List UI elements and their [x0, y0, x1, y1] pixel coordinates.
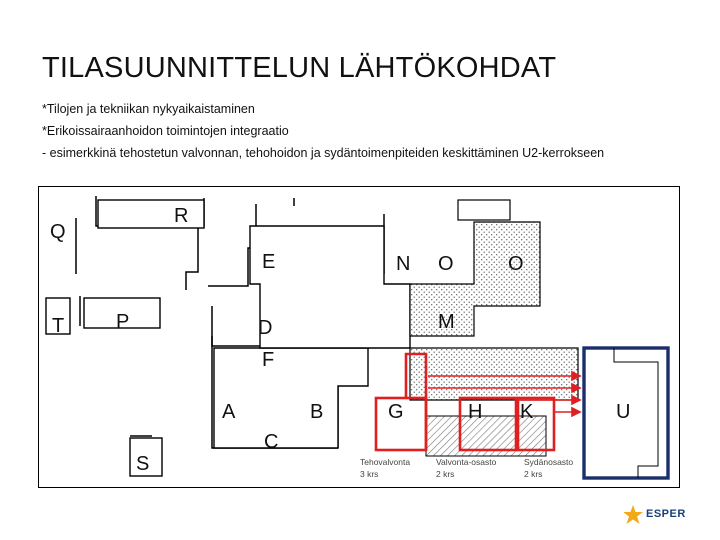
- legend-name: Sydänosasto: [524, 457, 574, 467]
- building-label-s: S: [136, 453, 150, 475]
- building-label-m: M: [438, 311, 455, 333]
- building-label-b: B: [310, 401, 324, 423]
- building-label-q: Q: [50, 221, 66, 243]
- bullet-item: *Tilojen ja tekniikan nykyaikaistaminen: [42, 102, 255, 116]
- slide-title: TILASUUNNITTELUN LÄHTÖKOHDAT: [42, 52, 557, 84]
- logo-text: ESPER: [646, 508, 686, 520]
- building-label-f: F: [262, 349, 275, 371]
- bullet-item: *Erikoissairaanhoidon toimintojen integraatio: [42, 124, 289, 138]
- legend-floors: 3 krs: [360, 469, 379, 479]
- building-label-a: A: [222, 401, 236, 423]
- building-label-u: U: [616, 401, 631, 423]
- legend-name: Valvonta-osasto: [436, 457, 497, 467]
- building-label-r: R: [174, 205, 189, 227]
- building-label-k: K: [520, 401, 534, 423]
- hatched-band: [410, 348, 578, 400]
- building-label-h: H: [468, 401, 483, 423]
- bullet-item: - esimerkkinä tehostetun valvonnan, tehohoidon ja sydäntoimenpiteiden keskittäminen U2-kerrokseen: [42, 146, 605, 160]
- building-label-p: P: [116, 311, 130, 333]
- floor-plan: [38, 186, 680, 488]
- building-label-d: D: [258, 317, 273, 339]
- building-label-t: T: [52, 315, 65, 337]
- legend-floors: 2 krs: [524, 469, 543, 479]
- building-label-g: G: [388, 401, 404, 423]
- building-label-o: O: [438, 253, 454, 275]
- star-icon: [624, 505, 643, 524]
- building-label-n: N: [396, 253, 411, 275]
- building-top: [458, 200, 510, 220]
- building-label-o2: O: [508, 253, 524, 275]
- building-label-c: C: [264, 431, 279, 453]
- legend-name: Tehovalvonta: [360, 457, 411, 467]
- bullet-list: [42, 98, 672, 161]
- building-label-e: E: [262, 251, 276, 273]
- legend-floors: 2 krs: [436, 469, 455, 479]
